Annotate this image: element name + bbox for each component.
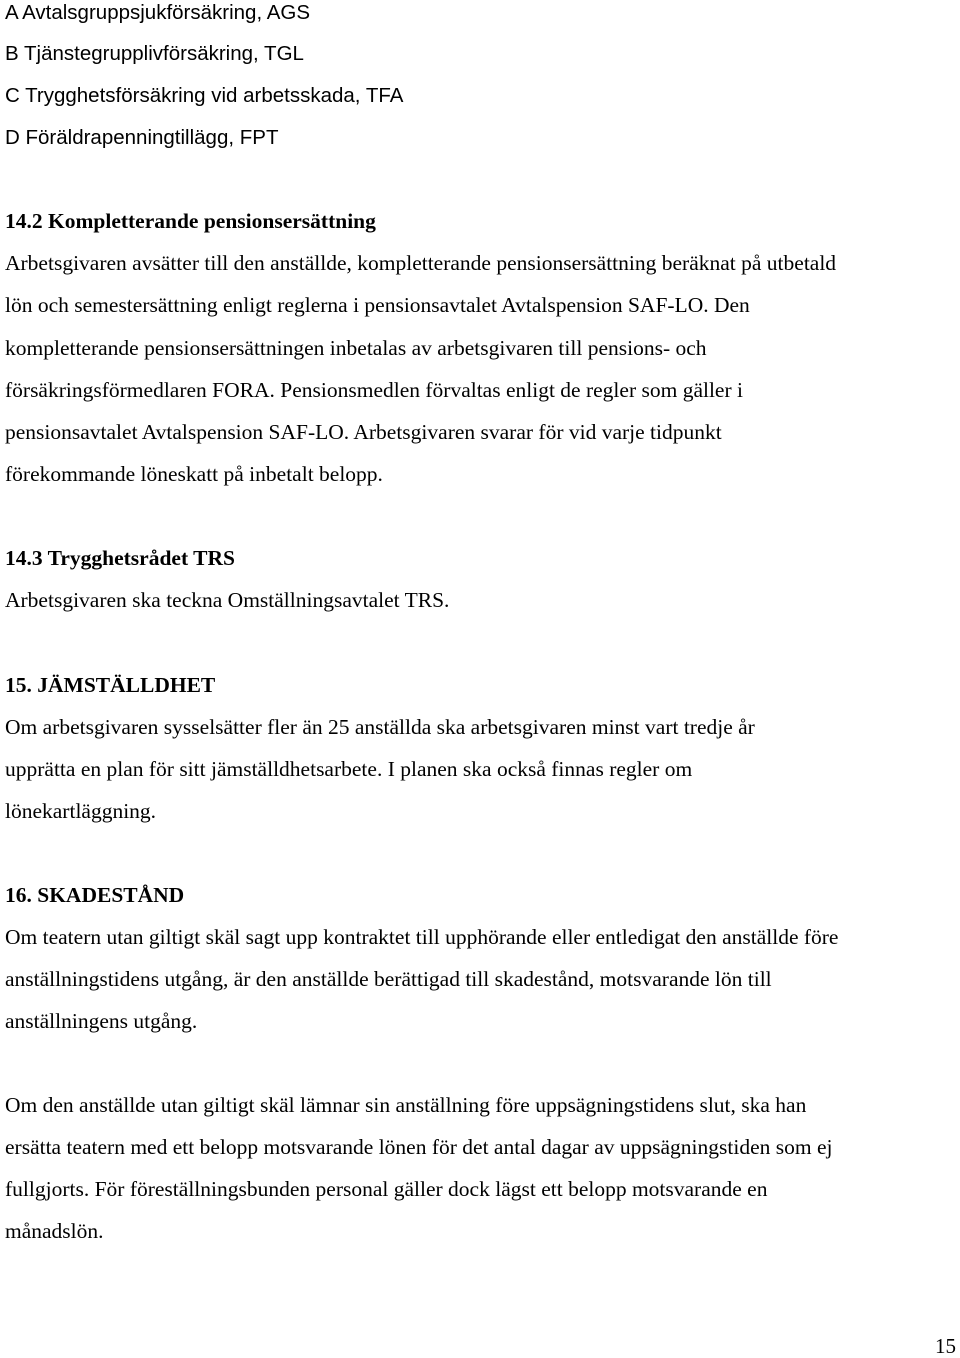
section-14-2-line: Arbetsgivaren avsätter till den anställde, kompletterande pensionsersättning beräknat på utbetald (5, 251, 837, 275)
section-14-2-line: kompletterande pensionsersättningen inbetalas av arbetsgivaren till pensions- och (5, 336, 707, 360)
insurance-item-ags: A Avtalsgruppsjukförsäkring, AGS (5, 1, 311, 24)
section-16-paragraph-1-line: anställningstidens utgång, är den anställde berättigad till skadestånd, motsvarande lön till (5, 967, 772, 991)
section-14-2-line: pensionsavtalet Avtalspension SAF-LO. Arbetsgivaren svarar för vid varje tidpunkt (5, 420, 722, 444)
section-14-2-line: försäkringsförmedlaren FORA. Pensionsmedlen förvaltas enligt de regler som gäller i (5, 378, 743, 402)
section-16-paragraph-2-line: månadslön. (5, 1219, 104, 1243)
section-16-paragraph-2-line: ersätta teatern med ett belopp motsvarande lönen för det antal dagar av uppsägningstiden som ej (5, 1135, 833, 1159)
section-14-2-heading: 14.2 Kompletterande pensionsersättning (5, 209, 376, 233)
section-15-line: Om arbetsgivaren sysselsätter fler än 25 anställda ska arbetsgivaren minst vart tredje år (5, 715, 755, 739)
section-15-line: upprätta en plan för sitt jämställdhetsarbete. I planen ska också finnas regler om (5, 757, 693, 781)
insurance-item-tgl: B Tjänstegrupplivförsäkring, TGL (5, 42, 304, 65)
section-16-heading: 16. SKADESTÅND (5, 883, 185, 907)
section-14-3-line: Arbetsgivaren ska teckna Omställningsavtalet TRS. (5, 588, 450, 612)
page-number: 15 (935, 1334, 956, 1358)
insurance-item-tfa: C Trygghetsförsäkring vid arbetsskada, TFA (5, 84, 404, 107)
section-16-paragraph-1-line: anställningens utgång. (5, 1009, 198, 1033)
section-15-line: lönekartläggning. (5, 799, 157, 823)
section-14-3-heading: 14.3 Trygghetsrådet TRS (5, 546, 235, 570)
section-15-heading: 15. JÄMSTÄLLDHET (5, 673, 216, 697)
section-16-paragraph-2-line: fullgjorts. För föreställningsbunden personal gäller dock lägst ett belopp motsvarande en (5, 1177, 768, 1201)
insurance-item-fpt: D Föräldrapenningtillägg, FPT (5, 126, 279, 149)
section-14-2-line: förekommande löneskatt på inbetalt belopp. (5, 462, 383, 486)
section-16-paragraph-1-line: Om teatern utan giltigt skäl sagt upp kontraktet till upphörande eller entledigat den anställde före (5, 925, 839, 949)
section-16-paragraph-2-line: Om den anställde utan giltigt skäl lämnar sin anställning före uppsägningstidens slut, ska han (5, 1093, 807, 1117)
section-14-2-line: lön och semestersättning enligt reglerna i pensionsavtalet Avtalspension SAF-LO. Den (5, 293, 750, 317)
